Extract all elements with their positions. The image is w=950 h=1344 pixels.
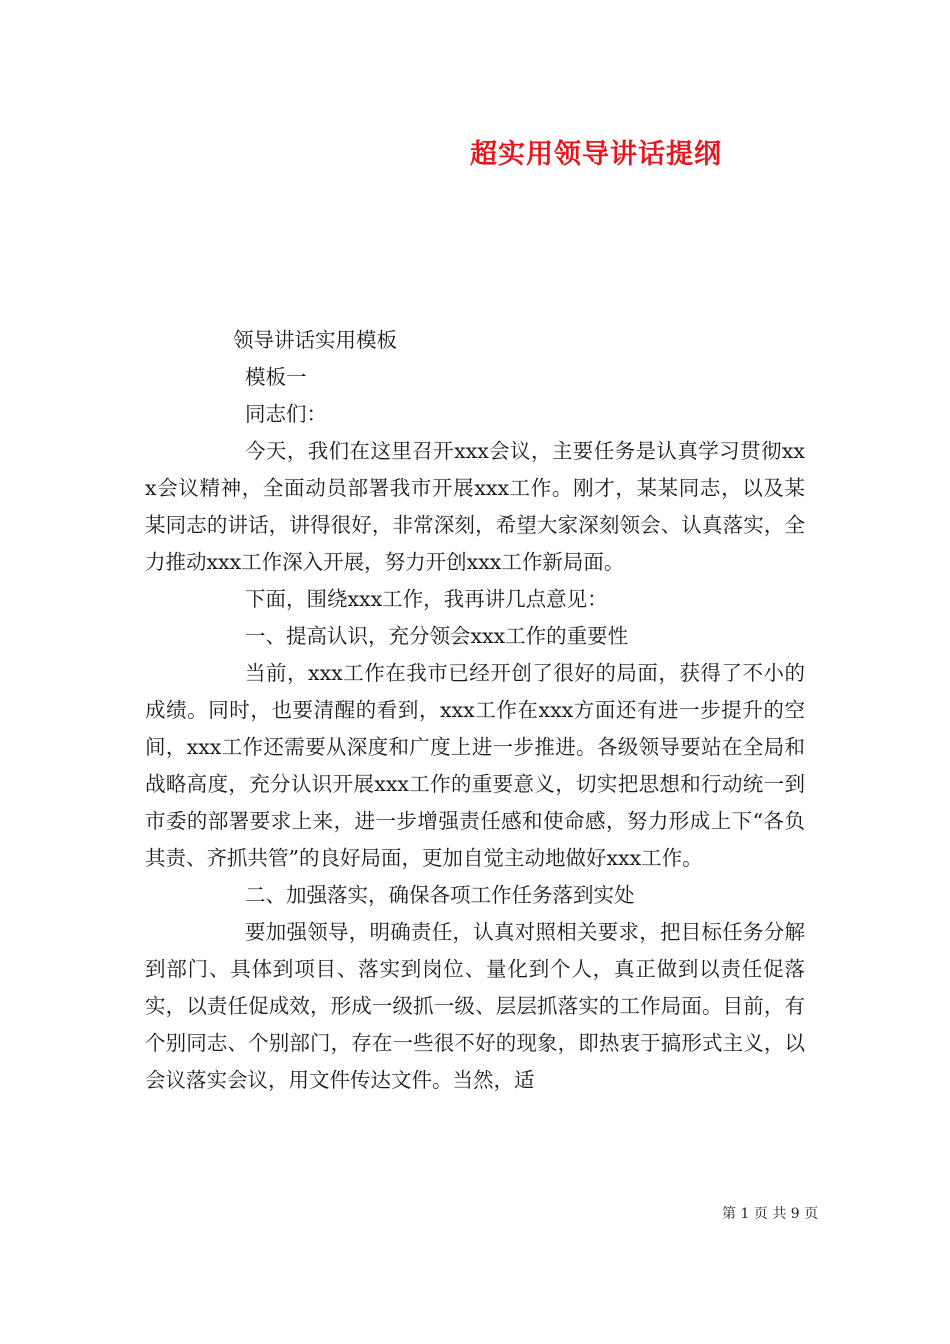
body-paragraph: 要加强领导，明确责任，认真对照相关要求，把目标任务分解到部门、具体到项目、落实到岗位、量化到个人，真正做到以责任促落实，以责任促成效，形成一级抓一级、层层抓落实的工作局面。目前，有个别同志、个别部门，存在一些很不好的现象，即热衷于搞形式主义，以会议落实会议，用文件传达文件。当然，适 (145, 920, 805, 1092)
subtitle-paragraph: 领导讲话实用模板 (233, 328, 397, 352)
document-title: 超实用领导讲话提纲 (470, 139, 722, 170)
document-body (145, 322, 805, 1099)
body-paragraph: 下面，围绕xxx工作，我再讲几点意见： (245, 587, 608, 611)
page-number-footer: 第 1 页 共 9 页 (722, 1206, 819, 1222)
template-label-paragraph: 模板一 (245, 365, 307, 389)
section-heading: 一、提高认识，充分领会xxx工作的重要性 (245, 624, 629, 648)
salutation-paragraph: 同志们： (245, 402, 327, 426)
section-heading: 二、加强落实，确保各项工作任务落到实处 (245, 883, 635, 907)
body-paragraph: 当前，xxx工作在我市已经开创了很好的局面，获得了不小的成绩。同时，也要清醒的看到，xxx工作在xxx方面还有进一步提升的空间，xxx工作还需要从深度和广度上进一步推进。各级领导要站在全局和战略高度，充分认识开展xxx工作的重要意义，切实把思想和行动统一到市委的部署要求上来，进一步增强责任感和使命感，努力形成上下“各负其责、齐抓共管”的良好局面，更加自觉主动地做好xxx工作。 (145, 661, 805, 870)
body-paragraph: 今天，我们在这里召开xxx会议，主要任务是认真学习贯彻xxx会议精神，全面动员部署我市开展xxx工作。刚才，某某同志，以及某某同志的讲话，讲得很好，非常深刻，希望大家深刻领会、认真落实，全力推动xxx工作深入开展，努力开创xxx工作新局面。 (145, 439, 805, 574)
